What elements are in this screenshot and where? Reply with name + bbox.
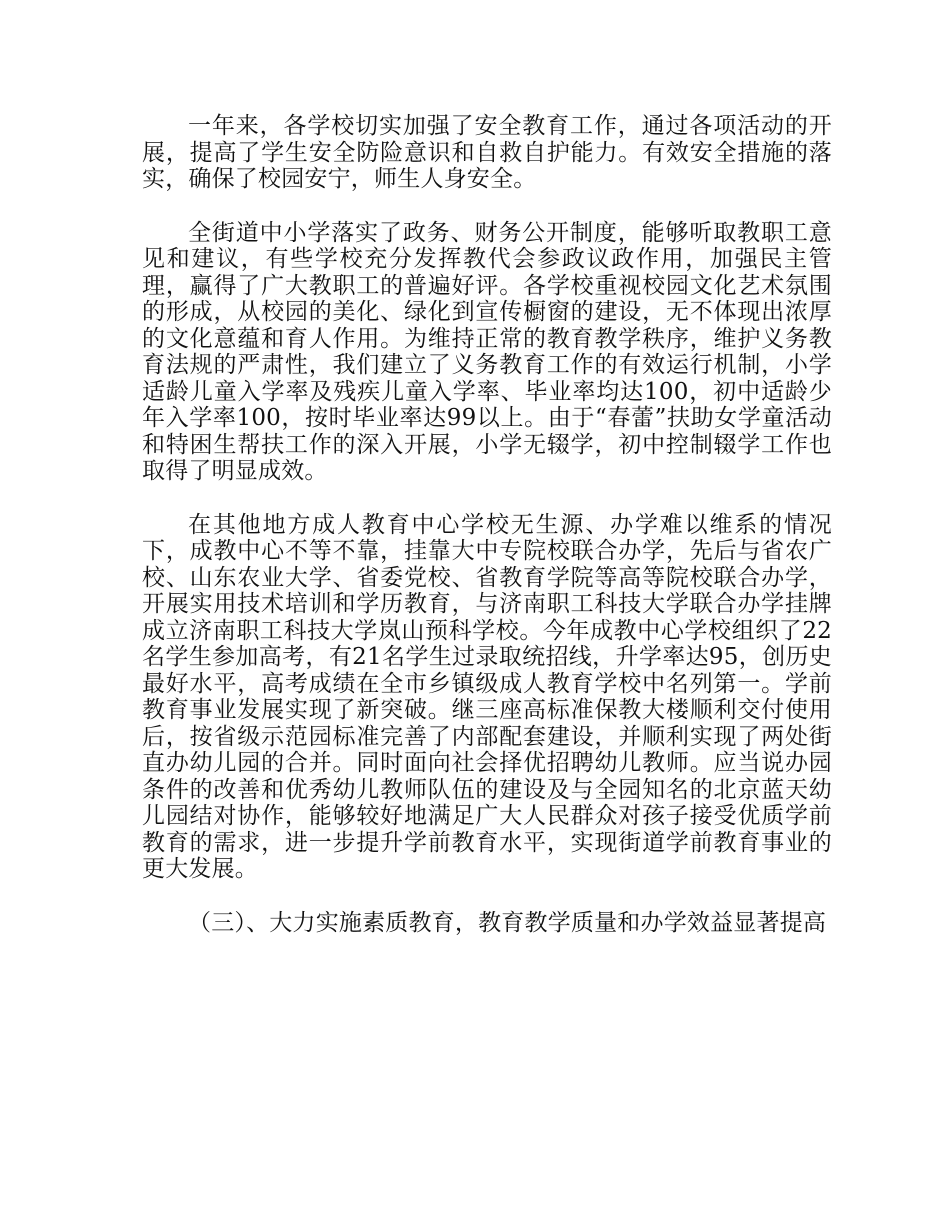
section-heading-quality-education: （三）、大力实施素质教育，教育教学质量和办学效益显著提高	[188, 909, 827, 936]
paragraph-adult-and-preschool-education: 在其他地方成人教育中心学校无生源、办学难以维系的情况下，成教中心不等不靠，挂靠大中专院校联合办学，先后与省农广校、山东农业大学、省委党校、省教育学院等高等院校联合办学，开展实用技术培训和学历教育，与济南职工科技大学联合办学挂牌成立济南职工科技大学岚山预科学校。今年成教中心学校组织了22名学生参加高考，有21名学生过录取统招线，升学率达95，创历史最好水平，高考成绩在全市乡镇级成人教育学校中名列第一。学前教育事业发展实现了新突破。继三座高标准保教大楼顺利交付使用后，按省级示范园标准完善了内部配套建设，并顺利实现了两处街直办幼儿园的合并。同时面向社会择优招聘幼儿教师。应当说办园条件的改善和优秀幼儿教师队伍的建设及与全园知名的北京蓝天幼儿园结对协作，能够较好地满足广大人民群众对孩子接受优质学前教育的需求，进一步提升学前教育水平，实现街道学前教育事业的更大发展。	[142, 511, 832, 882]
paragraph-school-management: 全街道中小学落实了政务、财务公开制度，能够听取教职工意见和建议，有些学校充分发挥教代会参政议政作用，加强民主管理，赢得了广大教职工的普遍好评。各学校重视校园文化艺术氛围的形成，从校园的美化、绿化到宣传橱窗的建设，无不体现出浓厚的文化意蕴和育人作用。为维持正常的教育教学秩序，维护义务教育法规的严肃性，我们建立了义务教育工作的有效运行机制，小学适龄儿童入学率及残疾儿童入学率、毕业率均达100，初中适龄少年入学率100，按时毕业率达99以上。由于“春蕾”扶助女学童活动和特困生帮扶工作的深入开展，小学无辍学，初中控制辍学工作也取得了明显成效。	[142, 219, 832, 484]
paragraph-safety-education: 一年来，各学校切实加强了安全教育工作，通过各项活动的开展，提高了学生安全防险意识和自救自护能力。有效安全措施的落实，确保了校园安宁，师生人身安全。	[142, 113, 832, 192]
document-body	[142, 113, 832, 936]
